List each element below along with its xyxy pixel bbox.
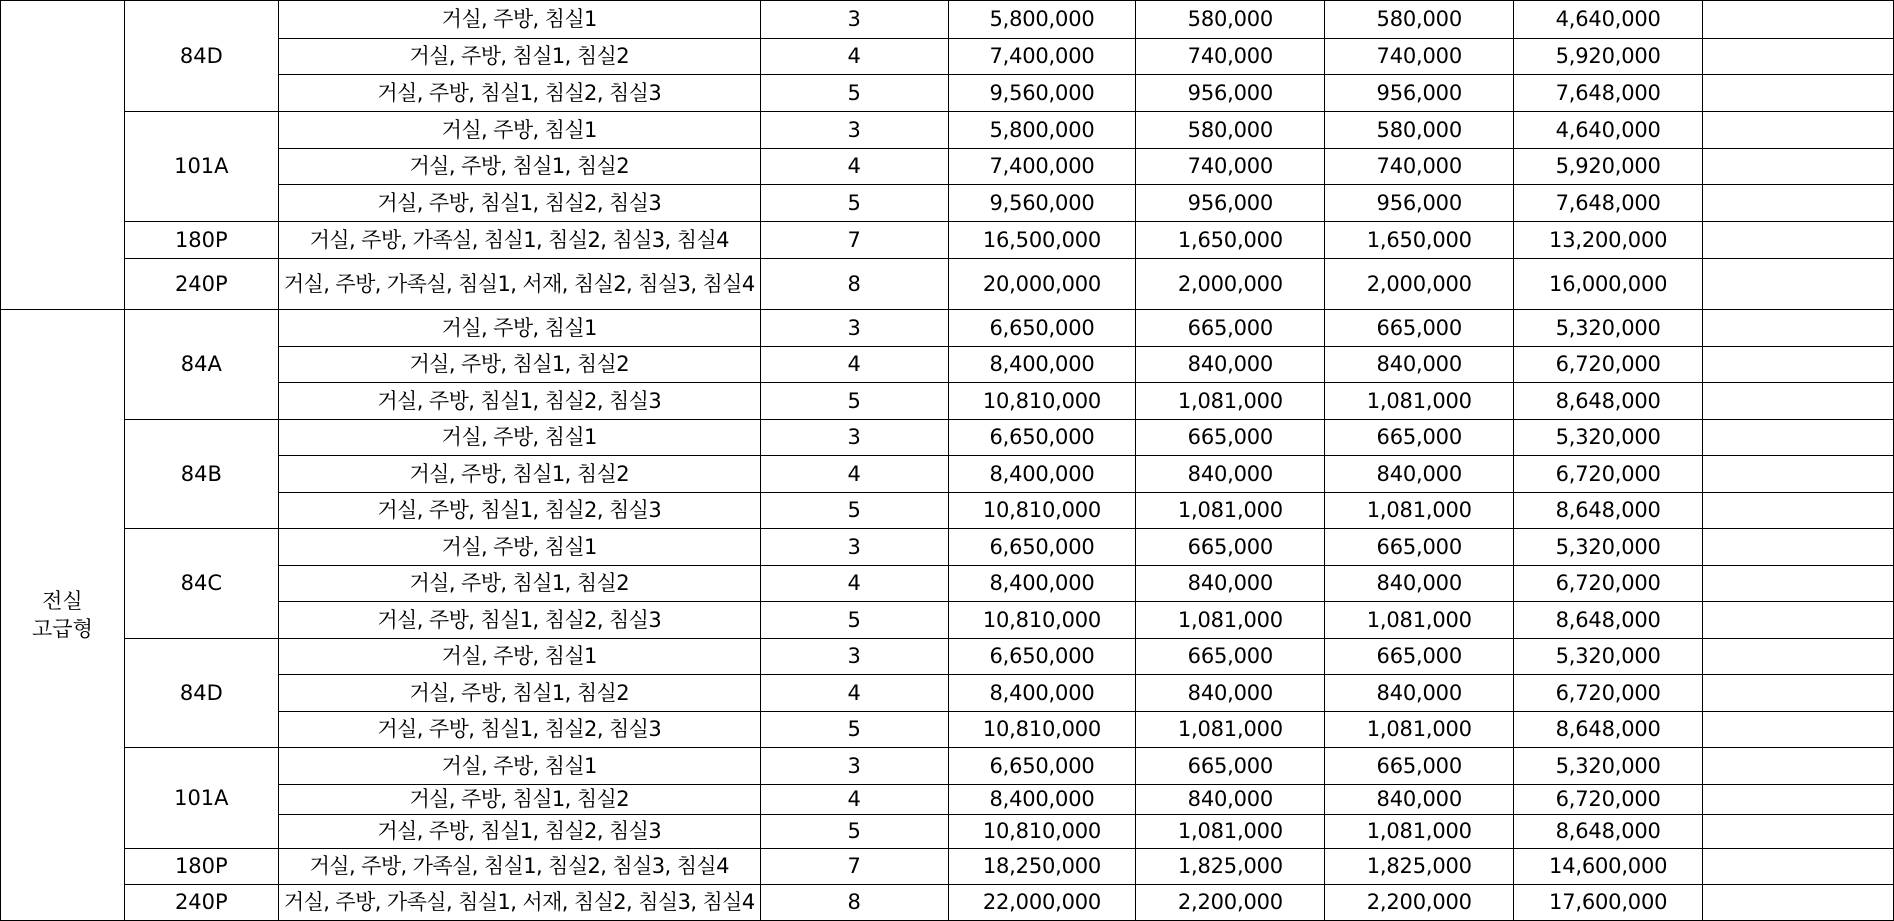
rooms-cell: 거실, 주방, 침실1 — [278, 748, 760, 785]
rooms-cell: 거실, 주방, 침실1, 침실2, 침실3 — [278, 815, 760, 849]
room-count-cell: 5 — [760, 712, 948, 748]
interim-payment-cell: 2,200,000 — [1325, 885, 1514, 921]
deposit-cell: 840,000 — [1136, 566, 1325, 602]
balance-cell: 14,600,000 — [1514, 849, 1703, 885]
rooms-cell: 거실, 주방, 침실1, 침실2, 침실3 — [278, 493, 760, 529]
unit-type-cell: 101A — [124, 112, 278, 222]
blank-cell — [1703, 75, 1894, 112]
room-count-cell: 4 — [760, 149, 948, 185]
rooms-cell: 거실, 주방, 가족실, 침실1, 침실2, 침실3, 침실4 — [278, 849, 760, 885]
interim-payment-cell: 840,000 — [1325, 675, 1514, 712]
table-row — [1, 712, 1894, 748]
blank-cell — [1703, 849, 1894, 885]
deposit-cell: 740,000 — [1136, 149, 1325, 185]
rooms-cell: 거실, 주방, 침실1 — [278, 420, 760, 456]
rooms-cell: 거실, 주방, 침실1, 침실2, 침실3 — [278, 185, 760, 222]
total-amount-cell: 20,000,000 — [948, 259, 1136, 310]
rooms-cell: 거실, 주방, 침실1, 침실2 — [278, 566, 760, 602]
deposit-cell: 1,081,000 — [1136, 493, 1325, 529]
total-amount-cell: 7,400,000 — [948, 39, 1136, 75]
room-count-cell: 3 — [760, 1, 948, 39]
table-row — [1, 815, 1894, 849]
deposit-cell: 840,000 — [1136, 785, 1325, 815]
deposit-cell: 580,000 — [1136, 1, 1325, 39]
balance-cell: 6,720,000 — [1514, 347, 1703, 383]
total-amount-cell: 6,650,000 — [948, 639, 1136, 675]
rooms-cell: 거실, 주방, 침실1, 침실2 — [278, 785, 760, 815]
rooms-cell: 거실, 주방, 가족실, 침실1, 서재, 침실2, 침실3, 침실4 — [278, 259, 760, 310]
total-amount-cell: 10,810,000 — [948, 602, 1136, 639]
blank-cell — [1703, 785, 1894, 815]
blank-cell — [1703, 493, 1894, 529]
deposit-cell: 2,200,000 — [1136, 885, 1325, 921]
total-amount-cell: 6,650,000 — [948, 529, 1136, 566]
balance-cell: 6,720,000 — [1514, 566, 1703, 602]
table-row — [1, 347, 1894, 383]
table-row — [1, 39, 1894, 75]
table-row — [1, 149, 1894, 185]
blank-cell — [1703, 529, 1894, 566]
category-cell — [1, 1, 125, 310]
interim-payment-cell: 580,000 — [1325, 112, 1514, 149]
interim-payment-cell: 580,000 — [1325, 1, 1514, 39]
blank-cell — [1703, 347, 1894, 383]
blank-cell — [1703, 602, 1894, 639]
rooms-cell: 거실, 주방, 침실1, 침실2 — [278, 347, 760, 383]
total-amount-cell: 16,500,000 — [948, 222, 1136, 259]
balance-cell: 16,000,000 — [1514, 259, 1703, 310]
balance-cell: 4,640,000 — [1514, 1, 1703, 39]
rooms-cell: 거실, 주방, 침실1, 침실2 — [278, 675, 760, 712]
room-count-cell: 7 — [760, 849, 948, 885]
blank-cell — [1703, 149, 1894, 185]
deposit-cell: 580,000 — [1136, 112, 1325, 149]
interim-payment-cell: 2,000,000 — [1325, 259, 1514, 310]
rooms-cell: 거실, 주방, 침실1, 침실2, 침실3 — [278, 75, 760, 112]
total-amount-cell: 6,650,000 — [948, 310, 1136, 347]
interim-payment-cell: 1,081,000 — [1325, 712, 1514, 748]
balance-cell: 5,920,000 — [1514, 39, 1703, 75]
table-row — [1, 456, 1894, 493]
deposit-cell: 1,081,000 — [1136, 712, 1325, 748]
unit-type-cell: 180P — [124, 222, 278, 259]
balance-cell: 5,320,000 — [1514, 748, 1703, 785]
interim-payment-cell: 1,825,000 — [1325, 849, 1514, 885]
deposit-cell: 2,000,000 — [1136, 259, 1325, 310]
rooms-cell: 거실, 주방, 가족실, 침실1, 침실2, 침실3, 침실4 — [278, 222, 760, 259]
room-count-cell: 4 — [760, 675, 948, 712]
blank-cell — [1703, 39, 1894, 75]
rooms-cell: 거실, 주방, 침실1, 침실2 — [278, 149, 760, 185]
blank-cell — [1703, 815, 1894, 849]
rooms-cell: 거실, 주방, 침실1 — [278, 112, 760, 149]
blank-cell — [1703, 675, 1894, 712]
room-count-cell: 8 — [760, 259, 948, 310]
deposit-cell: 1,081,000 — [1136, 815, 1325, 849]
table-row — [1, 310, 1894, 347]
blank-cell — [1703, 259, 1894, 310]
table-row — [1, 748, 1894, 785]
table-row — [1, 602, 1894, 639]
balance-cell: 13,200,000 — [1514, 222, 1703, 259]
room-count-cell: 4 — [760, 347, 948, 383]
table-row — [1, 383, 1894, 420]
room-count-cell: 5 — [760, 815, 948, 849]
deposit-cell: 840,000 — [1136, 675, 1325, 712]
table-row — [1, 420, 1894, 456]
balance-cell: 8,648,000 — [1514, 383, 1703, 420]
unit-type-cell: 84C — [124, 529, 278, 639]
interim-payment-cell: 1,081,000 — [1325, 815, 1514, 849]
table-row — [1, 566, 1894, 602]
table-row — [1, 639, 1894, 675]
blank-cell — [1703, 383, 1894, 420]
room-count-cell: 4 — [760, 39, 948, 75]
blank-cell — [1703, 885, 1894, 921]
category-cell: 전실 고급형 — [1, 310, 125, 921]
deposit-cell: 1,650,000 — [1136, 222, 1325, 259]
deposit-cell: 1,081,000 — [1136, 383, 1325, 420]
total-amount-cell: 8,400,000 — [948, 785, 1136, 815]
blank-cell — [1703, 712, 1894, 748]
total-amount-cell: 9,560,000 — [948, 185, 1136, 222]
room-count-cell: 3 — [760, 420, 948, 456]
balance-cell: 7,648,000 — [1514, 185, 1703, 222]
room-count-cell: 7 — [760, 222, 948, 259]
rooms-cell: 거실, 주방, 가족실, 침실1, 서재, 침실2, 침실3, 침실4 — [278, 885, 760, 921]
total-amount-cell: 8,400,000 — [948, 566, 1136, 602]
deposit-cell: 740,000 — [1136, 39, 1325, 75]
total-amount-cell: 10,810,000 — [948, 815, 1136, 849]
room-count-cell: 4 — [760, 566, 948, 602]
interim-payment-cell: 840,000 — [1325, 347, 1514, 383]
table-row — [1, 259, 1894, 310]
interim-payment-cell: 740,000 — [1325, 149, 1514, 185]
interim-payment-cell: 840,000 — [1325, 785, 1514, 815]
total-amount-cell: 18,250,000 — [948, 849, 1136, 885]
room-count-cell: 3 — [760, 529, 948, 566]
balance-cell: 8,648,000 — [1514, 602, 1703, 639]
interim-payment-cell: 1,650,000 — [1325, 222, 1514, 259]
balance-cell: 5,320,000 — [1514, 529, 1703, 566]
interim-payment-cell: 1,081,000 — [1325, 602, 1514, 639]
table-row — [1, 1, 1894, 39]
unit-type-cell: 240P — [124, 259, 278, 310]
total-amount-cell: 5,800,000 — [948, 112, 1136, 149]
room-count-cell: 4 — [760, 456, 948, 493]
unit-type-cell: 101A — [124, 748, 278, 849]
rooms-cell: 거실, 주방, 침실1, 침실2, 침실3 — [278, 712, 760, 748]
interim-payment-cell: 840,000 — [1325, 456, 1514, 493]
interim-payment-cell: 665,000 — [1325, 420, 1514, 456]
interim-payment-cell: 665,000 — [1325, 748, 1514, 785]
room-count-cell: 5 — [760, 185, 948, 222]
balance-cell: 17,600,000 — [1514, 885, 1703, 921]
total-amount-cell: 8,400,000 — [948, 675, 1136, 712]
unit-type-cell: 84D — [124, 1, 278, 112]
unit-type-cell: 240P — [124, 885, 278, 921]
total-amount-cell: 10,810,000 — [948, 383, 1136, 420]
deposit-cell: 665,000 — [1136, 310, 1325, 347]
table-row — [1, 529, 1894, 566]
balance-cell: 6,720,000 — [1514, 785, 1703, 815]
total-amount-cell: 7,400,000 — [948, 149, 1136, 185]
total-amount-cell: 5,800,000 — [948, 1, 1136, 39]
interim-payment-cell: 956,000 — [1325, 75, 1514, 112]
deposit-cell: 956,000 — [1136, 185, 1325, 222]
room-count-cell: 3 — [760, 748, 948, 785]
unit-type-cell: 84A — [124, 310, 278, 420]
interim-payment-cell: 840,000 — [1325, 566, 1514, 602]
interim-payment-cell: 740,000 — [1325, 39, 1514, 75]
rooms-cell: 거실, 주방, 침실1, 침실2 — [278, 39, 760, 75]
total-amount-cell: 22,000,000 — [948, 885, 1136, 921]
blank-cell — [1703, 310, 1894, 347]
balance-cell: 4,640,000 — [1514, 112, 1703, 149]
interim-payment-cell: 665,000 — [1325, 529, 1514, 566]
blank-cell — [1703, 1, 1894, 39]
balance-cell: 6,720,000 — [1514, 675, 1703, 712]
table-row — [1, 785, 1894, 815]
deposit-cell: 840,000 — [1136, 347, 1325, 383]
balance-cell: 5,920,000 — [1514, 149, 1703, 185]
room-count-cell: 3 — [760, 639, 948, 675]
deposit-cell: 1,825,000 — [1136, 849, 1325, 885]
room-count-cell: 5 — [760, 493, 948, 529]
interim-payment-cell: 665,000 — [1325, 639, 1514, 675]
blank-cell — [1703, 112, 1894, 149]
blank-cell — [1703, 185, 1894, 222]
deposit-cell: 665,000 — [1136, 639, 1325, 675]
deposit-cell: 665,000 — [1136, 748, 1325, 785]
table-row — [1, 222, 1894, 259]
rooms-cell: 거실, 주방, 침실1 — [278, 1, 760, 39]
deposit-cell: 840,000 — [1136, 456, 1325, 493]
table-row — [1, 849, 1894, 885]
interim-payment-cell: 1,081,000 — [1325, 493, 1514, 529]
table-row — [1, 185, 1894, 222]
deposit-cell: 665,000 — [1136, 420, 1325, 456]
deposit-cell: 1,081,000 — [1136, 602, 1325, 639]
rooms-cell: 거실, 주방, 침실1, 침실2, 침실3 — [278, 602, 760, 639]
unit-type-cell: 84B — [124, 420, 278, 529]
rooms-cell: 거실, 주방, 침실1 — [278, 529, 760, 566]
total-amount-cell: 9,560,000 — [948, 75, 1136, 112]
balance-cell: 7,648,000 — [1514, 75, 1703, 112]
total-amount-cell: 6,650,000 — [948, 420, 1136, 456]
balance-cell: 6,720,000 — [1514, 456, 1703, 493]
total-amount-cell: 6,650,000 — [948, 748, 1136, 785]
table-row — [1, 885, 1894, 921]
total-amount-cell: 10,810,000 — [948, 712, 1136, 748]
blank-cell — [1703, 456, 1894, 493]
blank-cell — [1703, 566, 1894, 602]
rooms-cell: 거실, 주방, 침실1, 침실2, 침실3 — [278, 383, 760, 420]
balance-cell: 8,648,000 — [1514, 815, 1703, 849]
room-count-cell: 5 — [760, 383, 948, 420]
interim-payment-cell: 665,000 — [1325, 310, 1514, 347]
room-count-cell: 5 — [760, 602, 948, 639]
balance-cell: 8,648,000 — [1514, 493, 1703, 529]
blank-cell — [1703, 639, 1894, 675]
unit-type-cell: 180P — [124, 849, 278, 885]
interim-payment-cell: 1,081,000 — [1325, 383, 1514, 420]
room-count-cell: 3 — [760, 112, 948, 149]
room-count-cell: 4 — [760, 785, 948, 815]
rooms-cell: 거실, 주방, 침실1 — [278, 639, 760, 675]
room-count-cell: 3 — [760, 310, 948, 347]
interim-payment-cell: 956,000 — [1325, 185, 1514, 222]
total-amount-cell: 10,810,000 — [948, 493, 1136, 529]
blank-cell — [1703, 748, 1894, 785]
table-row — [1, 112, 1894, 149]
blank-cell — [1703, 222, 1894, 259]
table-row — [1, 493, 1894, 529]
room-count-cell: 5 — [760, 75, 948, 112]
deposit-cell: 665,000 — [1136, 529, 1325, 566]
total-amount-cell: 8,400,000 — [948, 347, 1136, 383]
rooms-cell: 거실, 주방, 침실1 — [278, 310, 760, 347]
balance-cell: 8,648,000 — [1514, 712, 1703, 748]
total-amount-cell: 8,400,000 — [948, 456, 1136, 493]
rooms-cell: 거실, 주방, 침실1, 침실2 — [278, 456, 760, 493]
table-body — [1, 1, 1894, 921]
table-row — [1, 675, 1894, 712]
room-count-cell: 8 — [760, 885, 948, 921]
balance-cell: 5,320,000 — [1514, 639, 1703, 675]
table-row — [1, 75, 1894, 112]
balance-cell: 5,320,000 — [1514, 310, 1703, 347]
unit-type-cell: 84D — [124, 639, 278, 748]
deposit-cell: 956,000 — [1136, 75, 1325, 112]
blank-cell — [1703, 420, 1894, 456]
balance-cell: 5,320,000 — [1514, 420, 1703, 456]
